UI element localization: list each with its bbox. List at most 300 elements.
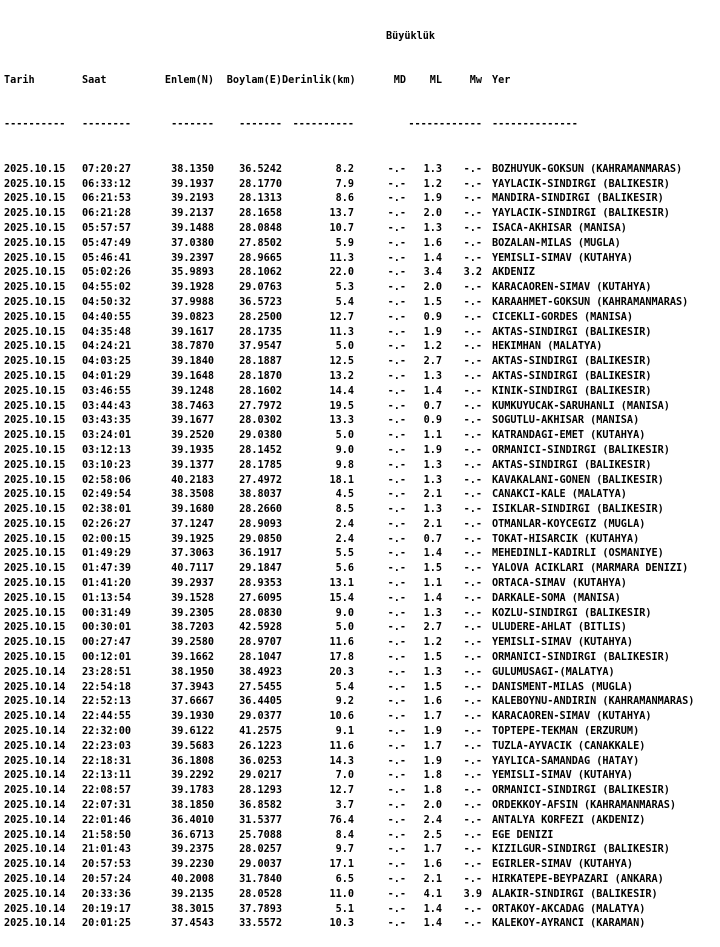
cell-mw: -.- (463, 533, 482, 545)
cell-longitude: 28.9093 (239, 518, 282, 530)
cell-mw: -.- (463, 222, 482, 234)
cell-md: -.- (387, 400, 406, 412)
cell-ml: 1.3 (423, 459, 442, 471)
cell-depth: 11.0 (329, 888, 354, 900)
cell-depth: 5.5 (335, 548, 354, 560)
cell-time: 01:41:20 (82, 578, 132, 590)
cell-mw: -.- (463, 592, 482, 604)
cell-depth: 9.0 (335, 607, 354, 619)
cell-latitude: 39.1935 (171, 444, 214, 456)
cell-mw: -.- (463, 518, 482, 530)
cell-latitude: 38.1850 (171, 800, 214, 812)
cell-depth: 12.7 (329, 311, 354, 323)
divider-depth: ---------- (292, 119, 354, 131)
cell-mw: -.- (463, 918, 482, 930)
cell-longitude: 36.0253 (239, 755, 282, 767)
cell-md: -.- (387, 504, 406, 516)
cell-md: -.- (387, 681, 406, 693)
cell-depth: 11.3 (329, 252, 354, 264)
table-row (4, 814, 720, 829)
cell-mw: -.- (463, 681, 482, 693)
cell-depth: 14.4 (329, 385, 354, 397)
cell-date: 2025.10.15 (4, 326, 66, 338)
table-row (4, 207, 720, 222)
cell-date: 2025.10.15 (4, 637, 66, 649)
cell-date: 2025.10.14 (4, 785, 66, 797)
cell-longitude: 29.0763 (239, 282, 282, 294)
table-row (4, 607, 720, 622)
cell-time: 20:33:36 (82, 888, 132, 900)
header-location: Yer (492, 74, 511, 86)
cell-mw: -.- (463, 726, 482, 738)
cell-latitude: 39.1488 (171, 222, 214, 234)
cell-location: AKTAS-SINDIRGI (BALIKESIR) (492, 356, 652, 368)
cell-latitude: 40.7117 (171, 563, 214, 575)
cell-depth: 5.4 (335, 681, 354, 693)
table-row (4, 222, 720, 237)
cell-longitude: 29.0377 (239, 711, 282, 723)
cell-longitude: 28.1770 (239, 178, 282, 190)
cell-time: 22:13:11 (82, 770, 132, 782)
table-row (4, 503, 720, 518)
cell-time: 04:50:32 (82, 296, 132, 308)
cell-latitude: 37.4543 (171, 918, 214, 930)
cell-md: -.- (387, 370, 406, 382)
cell-date: 2025.10.15 (4, 622, 66, 634)
cell-md: -.- (387, 430, 406, 442)
cell-longitude: 36.4405 (239, 696, 282, 708)
cell-time: 22:08:57 (82, 785, 132, 797)
cell-ml: 1.7 (423, 711, 442, 723)
cell-longitude: 29.0850 (239, 533, 282, 545)
table-row (4, 414, 720, 429)
cell-time: 02:00:15 (82, 533, 132, 545)
cell-location: ISIKLAR-SINDIRGI (BALIKESIR) (492, 504, 664, 516)
cell-depth: 18.1 (329, 474, 354, 486)
table-row (4, 829, 720, 844)
cell-depth: 10.6 (329, 711, 354, 723)
cell-mw: -.- (463, 252, 482, 264)
cell-mw: -.- (463, 874, 482, 886)
cell-latitude: 39.2937 (171, 578, 214, 590)
cell-location: AKDENIZ (492, 267, 535, 279)
table-row (4, 429, 720, 444)
cell-location: KINIK-SINDIRGI (BALIKESIR) (492, 385, 652, 397)
cell-longitude: 27.4972 (239, 474, 282, 486)
cell-date: 2025.10.15 (4, 163, 66, 175)
cell-longitude: 28.1293 (239, 785, 282, 797)
cell-location: ORTAKOY-AKCADAG (MALATYA) (492, 903, 646, 915)
divider-date: ---------- (4, 119, 66, 131)
cell-latitude: 39.6122 (171, 726, 214, 738)
cell-depth: 9.0 (335, 444, 354, 456)
cell-time: 04:03:25 (82, 356, 132, 368)
cell-depth: 3.7 (335, 800, 354, 812)
cell-date: 2025.10.14 (4, 726, 66, 738)
cell-date: 2025.10.15 (4, 489, 66, 501)
cell-md: -.- (387, 267, 406, 279)
cell-md: -.- (387, 193, 406, 205)
cell-date: 2025.10.15 (4, 178, 66, 190)
cell-depth: 13.7 (329, 208, 354, 220)
cell-depth: 8.2 (335, 163, 354, 175)
cell-mw: -.- (463, 444, 482, 456)
cell-latitude: 37.0380 (171, 237, 214, 249)
cell-depth: 5.3 (335, 282, 354, 294)
cell-mw: 3.2 (463, 267, 482, 279)
table-row (4, 636, 720, 651)
cell-location: YAYLACIK-SINDIRGI (BALIKESIR) (492, 208, 670, 220)
cell-time: 05:57:57 (82, 222, 132, 234)
cell-md: -.- (387, 326, 406, 338)
cell-depth: 76.4 (329, 814, 354, 826)
cell-depth: 2.4 (335, 533, 354, 545)
cell-longitude: 27.5455 (239, 681, 282, 693)
cell-date: 2025.10.15 (4, 652, 66, 664)
cell-md: -.- (387, 341, 406, 353)
cell-depth: 12.7 (329, 785, 354, 797)
magnitude-group-title: Büyüklük (386, 30, 436, 42)
divider-latitude: ------- (171, 119, 214, 131)
cell-md: -.- (387, 770, 406, 782)
cell-depth: 8.4 (335, 829, 354, 841)
cell-date: 2025.10.14 (4, 903, 66, 915)
cell-latitude: 39.1377 (171, 459, 214, 471)
cell-location: KAVAKALANI-GONEN (BALIKESIR) (492, 474, 664, 486)
table-row (4, 281, 720, 296)
table-row (4, 547, 720, 562)
cell-ml: 1.8 (423, 770, 442, 782)
cell-latitude: 39.1930 (171, 711, 214, 723)
cell-time: 22:32:00 (82, 726, 132, 738)
cell-md: -.- (387, 726, 406, 738)
cell-latitude: 38.7203 (171, 622, 214, 634)
cell-date: 2025.10.14 (4, 755, 66, 767)
cell-latitude: 37.1247 (171, 518, 214, 530)
cell-ml: 2.0 (423, 800, 442, 812)
header-depth: Derinlik(km) (282, 74, 356, 86)
cell-location: ORMANICI-SINDIRGI (BALIKESIR) (492, 444, 670, 456)
cell-md: -.- (387, 666, 406, 678)
table-row (4, 518, 720, 533)
cell-md: -.- (387, 385, 406, 397)
cell-ml: 1.1 (423, 578, 442, 590)
cell-date: 2025.10.15 (4, 518, 66, 530)
cell-location: AKTAS-SINDIRGI (BALIKESIR) (492, 326, 652, 338)
cell-depth: 9.1 (335, 726, 354, 738)
cell-date: 2025.10.14 (4, 874, 66, 886)
cell-time: 20:01:25 (82, 918, 132, 930)
cell-md: -.- (387, 459, 406, 471)
cell-time: 22:23:03 (82, 740, 132, 752)
cell-ml: 1.5 (423, 681, 442, 693)
header-md: MD (393, 74, 406, 86)
cell-time: 05:47:49 (82, 237, 132, 249)
cell-longitude: 37.7893 (239, 903, 282, 915)
cell-latitude: 38.3015 (171, 903, 214, 915)
cell-date: 2025.10.14 (4, 918, 66, 930)
cell-location: CANAKCI-KALE (MALATYA) (492, 489, 627, 501)
cell-location: KARACAOREN-SIMAV (KUTAHYA) (492, 711, 652, 723)
cell-depth: 20.3 (329, 666, 354, 678)
cell-mw: -.- (463, 785, 482, 797)
cell-location: HEKIMHAN (MALATYA) (492, 341, 603, 353)
cell-mw: -.- (463, 282, 482, 294)
cell-time: 00:12:01 (82, 652, 132, 664)
cell-md: -.- (387, 474, 406, 486)
cell-latitude: 39.2292 (171, 770, 214, 782)
cell-mw: -.- (463, 385, 482, 397)
cell-ml: 2.0 (423, 282, 442, 294)
cell-ml: 2.1 (423, 874, 442, 886)
table-row (4, 621, 720, 636)
cell-latitude: 37.9988 (171, 296, 214, 308)
cell-location: YAYLICA-SAMANDAG (HATAY) (492, 755, 640, 767)
cell-mw: -.- (463, 504, 482, 516)
cell-date: 2025.10.15 (4, 237, 66, 249)
cell-ml: 1.4 (423, 918, 442, 930)
cell-mw: -.- (463, 800, 482, 812)
cell-ml: 1.9 (423, 726, 442, 738)
table-row (4, 355, 720, 370)
cell-md: -.- (387, 829, 406, 841)
cell-location: AKTAS-SINDIRGI (BALIKESIR) (492, 370, 652, 382)
cell-location: OTMANLAR-KOYCEGIZ (MUGLA) (492, 518, 646, 530)
table-row (4, 533, 720, 548)
cell-mw: -.- (463, 740, 482, 752)
cell-date: 2025.10.15 (4, 548, 66, 560)
divider-location: -------------- (492, 119, 578, 131)
cell-mw: -.- (463, 622, 482, 634)
cell-date: 2025.10.15 (4, 356, 66, 368)
cell-depth: 9.8 (335, 459, 354, 471)
table-row (4, 740, 720, 755)
cell-ml: 1.9 (423, 444, 442, 456)
cell-latitude: 39.2135 (171, 888, 214, 900)
cell-ml: 0.7 (423, 400, 442, 412)
cell-latitude: 39.1937 (171, 178, 214, 190)
table-row (4, 858, 720, 873)
cell-md: -.- (387, 918, 406, 930)
cell-depth: 13.3 (329, 415, 354, 427)
cell-time: 22:44:55 (82, 711, 132, 723)
table-row (4, 178, 720, 193)
cell-location: KIZILGUR-SINDIRGI (BALIKESIR) (492, 844, 670, 856)
cell-ml: 1.9 (423, 755, 442, 767)
cell-md: -.- (387, 178, 406, 190)
cell-mw: -.- (463, 326, 482, 338)
cell-mw: -.- (463, 237, 482, 249)
cell-date: 2025.10.15 (4, 296, 66, 308)
cell-mw: -.- (463, 208, 482, 220)
cell-ml: 1.9 (423, 193, 442, 205)
table-row (4, 592, 720, 607)
cell-mw: -.- (463, 859, 482, 871)
cell-depth: 22.0 (329, 267, 354, 279)
cell-md: -.- (387, 814, 406, 826)
cell-ml: 1.6 (423, 696, 442, 708)
cell-depth: 5.0 (335, 430, 354, 442)
cell-longitude: 36.5242 (239, 163, 282, 175)
cell-date: 2025.10.15 (4, 252, 66, 264)
cell-mw: -.- (463, 163, 482, 175)
cell-depth: 5.1 (335, 903, 354, 915)
cell-date: 2025.10.15 (4, 370, 66, 382)
cell-longitude: 28.0830 (239, 607, 282, 619)
cell-latitude: 39.0823 (171, 311, 214, 323)
cell-mw: -.- (463, 755, 482, 767)
table-row (4, 903, 720, 918)
cell-longitude: 28.9665 (239, 252, 282, 264)
cell-location: MEHEDINLI-KADIRLI (OSMANIYE) (492, 548, 664, 560)
cell-time: 05:02:26 (82, 267, 132, 279)
table-row (4, 340, 720, 355)
cell-time: 20:19:17 (82, 903, 132, 915)
cell-longitude: 28.1735 (239, 326, 282, 338)
cell-location: AKTAS-SINDIRGI (BALIKESIR) (492, 459, 652, 471)
cell-location: ALAKIR-SINDIRGI (BALIKESIR) (492, 888, 658, 900)
cell-depth: 10.3 (329, 918, 354, 930)
cell-md: -.- (387, 489, 406, 501)
table-row (4, 444, 720, 459)
cell-mw: -.- (463, 489, 482, 501)
cell-time: 07:20:27 (82, 163, 132, 175)
cell-longitude: 28.2660 (239, 504, 282, 516)
table-row (4, 666, 720, 681)
cell-latitude: 38.1350 (171, 163, 214, 175)
cell-location: KOZLU-SINDIRGI (BALIKESIR) (492, 607, 652, 619)
cell-depth: 17.8 (329, 652, 354, 664)
cell-mw: -.- (463, 814, 482, 826)
cell-date: 2025.10.15 (4, 415, 66, 427)
cell-depth: 5.0 (335, 341, 354, 353)
table-row (4, 695, 720, 710)
cell-time: 06:21:28 (82, 208, 132, 220)
cell-time: 01:49:29 (82, 548, 132, 560)
cell-location: EGE DENIZI (492, 829, 554, 841)
cell-location: ORDEKKOY-AFSIN (KAHRAMANMARAS) (492, 800, 677, 812)
cell-time: 22:01:46 (82, 814, 132, 826)
cell-date: 2025.10.15 (4, 385, 66, 397)
cell-date: 2025.10.14 (4, 681, 66, 693)
cell-ml: 0.9 (423, 415, 442, 427)
cell-location: TUZLA-AYVACIK (CANAKKALE) (492, 740, 646, 752)
cell-md: -.- (387, 563, 406, 575)
cell-ml: 2.0 (423, 208, 442, 220)
table-row (4, 385, 720, 400)
cell-longitude: 28.0848 (239, 222, 282, 234)
cell-latitude: 39.2230 (171, 859, 214, 871)
cell-depth: 5.9 (335, 237, 354, 249)
cell-time: 06:33:12 (82, 178, 132, 190)
cell-mw: -.- (463, 770, 482, 782)
cell-latitude: 36.6713 (171, 829, 214, 841)
cell-longitude: 28.1047 (239, 652, 282, 664)
cell-time: 21:58:50 (82, 829, 132, 841)
cell-latitude: 39.1528 (171, 592, 214, 604)
cell-time: 03:44:43 (82, 400, 132, 412)
cell-date: 2025.10.15 (4, 533, 66, 545)
cell-location: ORMANICI-SINDIRGI (BALIKESIR) (492, 785, 670, 797)
cell-time: 22:18:31 (82, 755, 132, 767)
cell-depth: 11.3 (329, 326, 354, 338)
cell-location: DANISMENT-MILAS (MUGLA) (492, 681, 634, 693)
cell-date: 2025.10.15 (4, 592, 66, 604)
table-row (4, 681, 720, 696)
cell-location: ANTALYA KORFEZI (AKDENIZ) (492, 814, 646, 826)
cell-mw: -.- (463, 696, 482, 708)
cell-ml: 1.3 (423, 163, 442, 175)
cell-longitude: 27.6095 (239, 592, 282, 604)
cell-ml: 1.9 (423, 326, 442, 338)
cell-time: 02:26:27 (82, 518, 132, 530)
cell-longitude: 42.5928 (239, 622, 282, 634)
cell-ml: 1.3 (423, 607, 442, 619)
table-row (4, 326, 720, 341)
cell-location: YAYLACIK-SINDIRGI (BALIKESIR) (492, 178, 670, 190)
cell-date: 2025.10.14 (4, 844, 66, 856)
cell-ml: 2.5 (423, 829, 442, 841)
cell-md: -.- (387, 252, 406, 264)
cell-ml: 1.6 (423, 859, 442, 871)
cell-location: DARKALE-SOMA (MANISA) (492, 592, 621, 604)
header-latitude: Enlem(N) (164, 74, 214, 86)
cell-depth: 13.1 (329, 578, 354, 590)
cell-latitude: 39.2137 (171, 208, 214, 220)
header-ml: ML (429, 74, 442, 86)
table-row (4, 370, 720, 385)
cell-longitude: 28.1870 (239, 370, 282, 382)
cell-longitude: 37.9547 (239, 341, 282, 353)
cell-latitude: 35.9893 (171, 267, 214, 279)
cell-ml: 1.4 (423, 903, 442, 915)
cell-longitude: 28.9707 (239, 637, 282, 649)
cell-longitude: 31.5377 (239, 814, 282, 826)
cell-location: KATRANDAGI-EMET (KUTAHYA) (492, 430, 646, 442)
cell-date: 2025.10.14 (4, 829, 66, 841)
cell-md: -.- (387, 607, 406, 619)
cell-latitude: 38.7870 (171, 341, 214, 353)
cell-latitude: 39.5683 (171, 740, 214, 752)
cell-longitude: 28.1887 (239, 356, 282, 368)
cell-depth: 10.7 (329, 222, 354, 234)
cell-ml: 1.5 (423, 652, 442, 664)
cell-md: -.- (387, 578, 406, 590)
cell-depth: 19.5 (329, 400, 354, 412)
cell-date: 2025.10.15 (4, 578, 66, 590)
cell-latitude: 39.2520 (171, 430, 214, 442)
cell-location: MANDIRA-SINDIRGI (BALIKESIR) (492, 193, 664, 205)
cell-location: YALOVA ACIKLARI (MARMARA DENIZI) (492, 563, 689, 575)
cell-latitude: 36.1808 (171, 755, 214, 767)
cell-time: 20:57:24 (82, 874, 132, 886)
cell-md: -.- (387, 622, 406, 634)
cell-mw: -.- (463, 637, 482, 649)
cell-depth: 13.2 (329, 370, 354, 382)
cell-longitude: 29.0217 (239, 770, 282, 782)
header-divider-row (4, 118, 720, 133)
cell-depth: 11.6 (329, 637, 354, 649)
cell-location: YEMISLI-SIMAV (KUTAHYA) (492, 770, 634, 782)
earthquake-rows (4, 163, 720, 932)
cell-depth: 4.5 (335, 489, 354, 501)
cell-md: -.- (387, 311, 406, 323)
cell-date: 2025.10.15 (4, 311, 66, 323)
table-row (4, 311, 720, 326)
divider-time: -------- (82, 119, 132, 131)
cell-md: -.- (387, 785, 406, 797)
cell-mw: -.- (463, 711, 482, 723)
